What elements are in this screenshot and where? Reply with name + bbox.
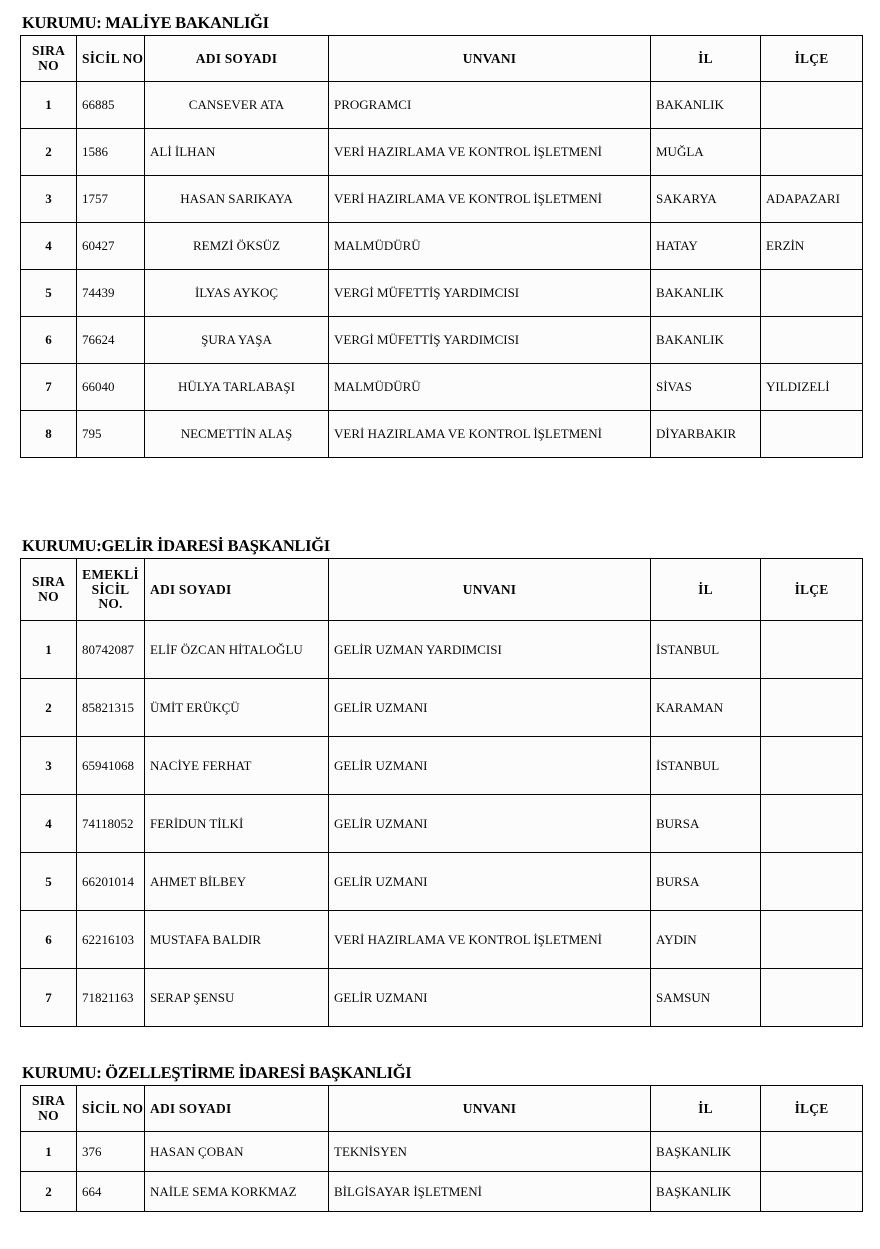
section-heading: KURUMU: MALİYE BAKANLIĞI bbox=[22, 13, 269, 32]
column-header-unvani: UNVANI bbox=[329, 1086, 651, 1132]
cell-sicil-no: 60427 bbox=[77, 223, 145, 270]
column-header-ilce: İLÇE bbox=[761, 559, 863, 621]
cell-unvani: MALMÜDÜRÜ bbox=[329, 364, 651, 411]
cell-unvani: GELİR UZMAN YARDIMCISI bbox=[329, 621, 651, 679]
header-sicil-line2: SİCİL bbox=[91, 581, 130, 597]
column-header-ilce: İLÇE bbox=[761, 1086, 863, 1132]
table-row bbox=[21, 223, 863, 270]
header-row bbox=[21, 36, 863, 82]
table-row bbox=[21, 176, 863, 223]
personnel-table bbox=[20, 35, 863, 458]
table-row bbox=[21, 270, 863, 317]
cell-sicil-no: 76624 bbox=[77, 317, 145, 364]
cell-sira-no: 1 bbox=[21, 621, 77, 679]
cell-adi-soyadi: HÜLYA TARLABAŞI bbox=[145, 364, 329, 411]
cell-adi-soyadi: REMZİ ÖKSÜZ bbox=[145, 223, 329, 270]
column-header-sicil-no: SİCİL NO bbox=[77, 1086, 145, 1132]
cell-unvani: TEKNİSYEN bbox=[329, 1132, 651, 1172]
cell-ilce: YILDIZELİ bbox=[761, 364, 863, 411]
cell-sira-no: 3 bbox=[21, 176, 77, 223]
section-heading: KURUMU:GELİR İDARESİ BAŞKANLIĞI bbox=[22, 536, 330, 555]
cell-sira-no: 6 bbox=[21, 911, 77, 969]
cell-sicil-no: 74439 bbox=[77, 270, 145, 317]
cell-unvani: PROGRAMCI bbox=[329, 82, 651, 129]
cell-sicil-no: 66885 bbox=[77, 82, 145, 129]
cell-il: BAŞKANLIK bbox=[651, 1132, 761, 1172]
cell-ilce bbox=[761, 411, 863, 458]
cell-adi-soyadi: NAİLE SEMA KORKMAZ bbox=[145, 1172, 329, 1212]
cell-unvani: GELİR UZMANI bbox=[329, 795, 651, 853]
table-header bbox=[21, 1086, 863, 1132]
cell-adi-soyadi: SERAP ŞENSU bbox=[145, 969, 329, 1027]
cell-il: BAKANLIK bbox=[651, 82, 761, 129]
cell-adi-soyadi: HASAN ÇOBAN bbox=[145, 1132, 329, 1172]
cell-il: İSTANBUL bbox=[651, 737, 761, 795]
cell-unvani: GELİR UZMANI bbox=[329, 853, 651, 911]
cell-il: BAKANLIK bbox=[651, 317, 761, 364]
cell-sira-no: 6 bbox=[21, 317, 77, 364]
cell-ilce bbox=[761, 737, 863, 795]
table-row bbox=[21, 364, 863, 411]
cell-ilce bbox=[761, 853, 863, 911]
personnel-table bbox=[20, 558, 863, 1027]
cell-adi-soyadi: MUSTAFA BALDIR bbox=[145, 911, 329, 969]
column-header-sira-no bbox=[21, 559, 77, 621]
table-row bbox=[21, 969, 863, 1027]
cell-sira-no: 2 bbox=[21, 1172, 77, 1212]
cell-sira-no: 7 bbox=[21, 364, 77, 411]
cell-ilce bbox=[761, 1132, 863, 1172]
table-row bbox=[21, 317, 863, 364]
header-sicil-line1: EMEKLİ bbox=[82, 567, 139, 583]
column-header-il: İL bbox=[651, 1086, 761, 1132]
cell-adi-soyadi: ŞURA YAŞA bbox=[145, 317, 329, 364]
cell-emekli-sicil-no: 62216103 bbox=[77, 911, 145, 969]
table-body bbox=[21, 621, 863, 1027]
table-row bbox=[21, 853, 863, 911]
cell-il: SAMSUN bbox=[651, 969, 761, 1027]
personnel-table bbox=[20, 1085, 863, 1212]
column-header-il: İL bbox=[651, 559, 761, 621]
cell-ilce bbox=[761, 82, 863, 129]
cell-il: SİVAS bbox=[651, 364, 761, 411]
cell-sicil-no: 66040 bbox=[77, 364, 145, 411]
cell-sira-no: 4 bbox=[21, 795, 77, 853]
table-row bbox=[21, 1172, 863, 1212]
cell-ilce bbox=[761, 317, 863, 364]
column-header-sira-no bbox=[21, 1086, 77, 1132]
table-row bbox=[21, 795, 863, 853]
table-row bbox=[21, 411, 863, 458]
section-maliye-bakanligi bbox=[20, 14, 862, 458]
column-header-ilce: İLÇE bbox=[761, 36, 863, 82]
cell-adi-soyadi: NACİYE FERHAT bbox=[145, 737, 329, 795]
cell-unvani: VERİ HAZIRLAMA VE KONTROL İŞLETMENİ bbox=[329, 129, 651, 176]
cell-sicil-no: 664 bbox=[77, 1172, 145, 1212]
section-heading: KURUMU: ÖZELLEŞTİRME İDARESİ BAŞKANLIĞI bbox=[22, 1063, 412, 1082]
header-sicil-line3: NO. bbox=[98, 595, 123, 611]
cell-sira-no: 7 bbox=[21, 969, 77, 1027]
cell-adi-soyadi: FERİDUN TİLKİ bbox=[145, 795, 329, 853]
cell-unvani: MALMÜDÜRÜ bbox=[329, 223, 651, 270]
cell-il: HATAY bbox=[651, 223, 761, 270]
header-sira-line2: NO bbox=[38, 57, 59, 73]
cell-sicil-no: 795 bbox=[77, 411, 145, 458]
cell-emekli-sicil-no: 66201014 bbox=[77, 853, 145, 911]
cell-il: İSTANBUL bbox=[651, 621, 761, 679]
cell-il: BAKANLIK bbox=[651, 270, 761, 317]
column-header-emekli-sicil-no bbox=[77, 559, 145, 621]
cell-ilce bbox=[761, 911, 863, 969]
cell-sicil-no: 1586 bbox=[77, 129, 145, 176]
table-row bbox=[21, 129, 863, 176]
cell-emekli-sicil-no: 65941068 bbox=[77, 737, 145, 795]
cell-adi-soyadi: ÜMİT ERÜKÇÜ bbox=[145, 679, 329, 737]
cell-sira-no: 1 bbox=[21, 82, 77, 129]
header-sira-line1: SIRA bbox=[31, 574, 66, 590]
column-header-il: İL bbox=[651, 36, 761, 82]
cell-emekli-sicil-no: 71821163 bbox=[77, 969, 145, 1027]
cell-ilce bbox=[761, 969, 863, 1027]
cell-sicil-no: 1757 bbox=[77, 176, 145, 223]
table-row bbox=[21, 1132, 863, 1172]
column-header-sira-no bbox=[21, 36, 77, 82]
cell-unvani: VERİ HAZIRLAMA VE KONTROL İŞLETMENİ bbox=[329, 411, 651, 458]
table-header bbox=[21, 559, 863, 621]
cell-ilce bbox=[761, 621, 863, 679]
column-header-adi-soyadi: ADI SOYADI bbox=[145, 1086, 329, 1132]
cell-emekli-sicil-no: 85821315 bbox=[77, 679, 145, 737]
cell-ilce bbox=[761, 795, 863, 853]
column-header-adi-soyadi: ADI SOYADI bbox=[145, 559, 329, 621]
cell-sira-no: 5 bbox=[21, 853, 77, 911]
cell-adi-soyadi: HASAN SARIKAYA bbox=[145, 176, 329, 223]
header-sira-line2: NO bbox=[38, 588, 59, 604]
cell-ilce: ADAPAZARI bbox=[761, 176, 863, 223]
cell-sira-no: 8 bbox=[21, 411, 77, 458]
cell-emekli-sicil-no: 80742087 bbox=[77, 621, 145, 679]
table-row bbox=[21, 911, 863, 969]
cell-sira-no: 5 bbox=[21, 270, 77, 317]
cell-il: BURSA bbox=[651, 795, 761, 853]
cell-unvani: GELİR UZMANI bbox=[329, 969, 651, 1027]
cell-il: BURSA bbox=[651, 853, 761, 911]
cell-adi-soyadi: AHMET BİLBEY bbox=[145, 853, 329, 911]
cell-ilce bbox=[761, 1172, 863, 1212]
cell-il: KARAMAN bbox=[651, 679, 761, 737]
section-ozellestirme-idaresi-baskanligi bbox=[20, 1064, 862, 1212]
table-header bbox=[21, 36, 863, 82]
cell-sira-no: 2 bbox=[21, 679, 77, 737]
table-row bbox=[21, 737, 863, 795]
cell-adi-soyadi: ALİ İLHAN bbox=[145, 129, 329, 176]
section-gelir-idaresi-baskanligi bbox=[20, 537, 862, 1027]
cell-sira-no: 3 bbox=[21, 737, 77, 795]
cell-unvani: GELİR UZMANI bbox=[329, 679, 651, 737]
column-header-unvani: UNVANI bbox=[329, 36, 651, 82]
table-body bbox=[21, 82, 863, 458]
header-sira-line1: SIRA bbox=[31, 43, 66, 59]
cell-ilce: ERZİN bbox=[761, 223, 863, 270]
cell-adi-soyadi: İLYAS AYKOÇ bbox=[145, 270, 329, 317]
cell-unvani: VERİ HAZIRLAMA VE KONTROL İŞLETMENİ bbox=[329, 176, 651, 223]
header-sira-line1: SIRA bbox=[31, 1093, 66, 1109]
cell-ilce bbox=[761, 129, 863, 176]
cell-il: DİYARBAKIR bbox=[651, 411, 761, 458]
table-row bbox=[21, 679, 863, 737]
cell-ilce bbox=[761, 270, 863, 317]
cell-sira-no: 4 bbox=[21, 223, 77, 270]
cell-unvani: VERGİ MÜFETTİŞ YARDIMCISI bbox=[329, 270, 651, 317]
cell-il: BAŞKANLIK bbox=[651, 1172, 761, 1212]
cell-emekli-sicil-no: 74118052 bbox=[77, 795, 145, 853]
cell-unvani: VERİ HAZIRLAMA VE KONTROL İŞLETMENİ bbox=[329, 911, 651, 969]
table-row bbox=[21, 621, 863, 679]
table-row bbox=[21, 82, 863, 129]
cell-sira-no: 1 bbox=[21, 1132, 77, 1172]
header-sira-line2: NO bbox=[38, 1107, 59, 1123]
column-header-unvani: UNVANI bbox=[329, 559, 651, 621]
cell-il: SAKARYA bbox=[651, 176, 761, 223]
cell-il: MUĞLA bbox=[651, 129, 761, 176]
header-row bbox=[21, 1086, 863, 1132]
header-row bbox=[21, 559, 863, 621]
column-header-sicil-no: SİCİL NO bbox=[77, 36, 145, 82]
cell-adi-soyadi: NECMETTİN ALAŞ bbox=[145, 411, 329, 458]
cell-il: AYDIN bbox=[651, 911, 761, 969]
cell-adi-soyadi: CANSEVER ATA bbox=[145, 82, 329, 129]
cell-ilce bbox=[761, 679, 863, 737]
cell-sicil-no: 376 bbox=[77, 1132, 145, 1172]
cell-unvani: GELİR UZMANI bbox=[329, 737, 651, 795]
cell-adi-soyadi: ELİF ÖZCAN HİTALOĞLU bbox=[145, 621, 329, 679]
cell-unvani: BİLGİSAYAR İŞLETMENİ bbox=[329, 1172, 651, 1212]
cell-sira-no: 2 bbox=[21, 129, 77, 176]
column-header-adi-soyadi: ADI SOYADI bbox=[145, 36, 329, 82]
table-body bbox=[21, 1132, 863, 1212]
cell-unvani: VERGİ MÜFETTİŞ YARDIMCISI bbox=[329, 317, 651, 364]
